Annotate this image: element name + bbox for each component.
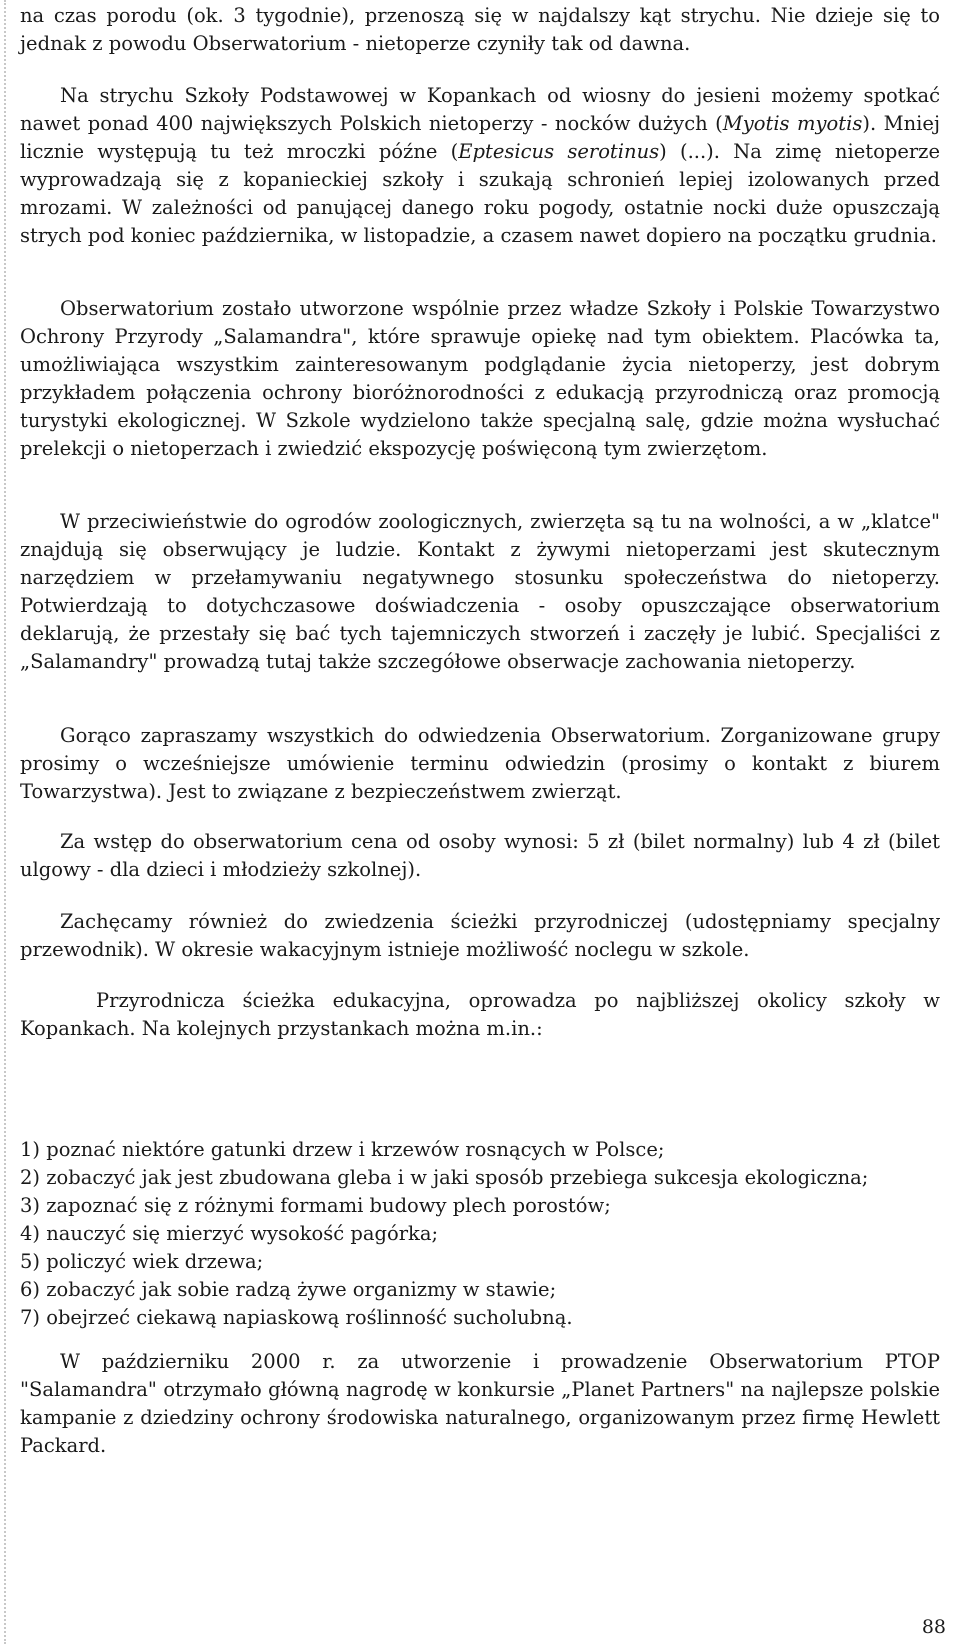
paragraph-observatory-founding (20, 295, 940, 463)
paragraph-continuation: na czas porodu (ok. 3 tygodnie), przenoszą się w najdalszy kąt strychu. Nie dzieje się to jednak z powodu Obserwatorium - nietoperze czyniły tak od dawna. (20, 4, 940, 55)
paragraph-award (20, 1348, 940, 1460)
paragraph-invitation (20, 722, 940, 806)
text-run: ) (...). Na zimę nietoperze wyprowadzają się z kopanieckiej szkoły i szukają schronień lepiej izolowanych przed mrozami. W zależności od panującej danego roku pogody, ostatnie nocki duże opuszczają strych pod koniec października, w listopadzie, a czasem nawet dopiero na początku grudnia. (20, 140, 940, 247)
text-run: Przyrodnicza ścieżka edukacyjna, oprowadza po najbliższej okolicy szkoły w Kopankach. Na kolejnych przystankach można m.in.: (20, 989, 940, 1040)
paragraph-freedom (20, 508, 940, 676)
page-edge-dotted-border (4, 0, 6, 1644)
paragraph-bats-attic (20, 82, 940, 250)
text-run: ). Mniej licznie występują tu też mroczki późne ( (20, 112, 941, 163)
text-run: Zachęcamy również do zwiedzenia ścieżki przyrodniczej (udostępniamy specjalny przewodnik). W okresie wakacyjnym istnieje możliwość noclegu w szkole. (20, 910, 940, 961)
list-item: 4) nauczyć się mierzyć wysokość pagórka; (20, 1222, 439, 1245)
page-number: 88 (921, 1616, 946, 1638)
paragraph-trail-description (20, 987, 940, 1043)
list-item: 3) zapoznać się z różnymi formami budowy plech porostów; (20, 1194, 611, 1217)
text-run: Obserwatorium zostało utworzone wspólnie przez władze Szkoły i Polskie Towarzystwo Ochrony Przyrody „Salamandra", które sprawuje opiekę nad tym obiektem. Placówka ta, umożliwiająca wszystkim zainteresowanym podglądanie życia nietoperzy, jest dobrym przykładem połączenia ochrony bioróżnorodności z edukacją przyrodniczą oraz promocją turystyki ekologicznej. W Szkole wydzielono także specjalną salę, gdzie można wysłuchać prelekcji o nietoperzach i zwiedzić ekspozycję poświęconą tym zwierzętom. (20, 297, 940, 460)
list-item: 1) poznać niektóre gatunki drzew i krzewów rosnących w Polsce; (20, 1138, 665, 1161)
text-run: W przeciwieństwie do ogrodów zoologicznych, zwierzęta są tu na wolności, a w „klatce" znajdują się obserwujący je ludzie. Kontakt z żywymi nietoperzami jest skutecznym narzędziem w przełamywaniu negatywnego stosunku społeczeństwa do nietoperzy. Potwierdzają to dotychczasowe doświadczenia - osoby opuszczające obserwatorium deklarują, że przestały się bać tych tajemniczych stworzeń i zaczęły je lubić. Specjaliści z „Salamandry" prowadzą tutaj także szczegółowe obserwacje zachowania nietoperzy. (20, 510, 940, 673)
list-item: 6) zobaczyć jak sobie radzą żywe organizmy w stawie; (20, 1278, 557, 1301)
list-item: 7) obejrzeć ciekawą napiaskową roślinność sucholubną. (20, 1306, 573, 1329)
text-run: Gorąco zapraszamy wszystkich do odwiedzenia Obserwatorium. Zorganizowane grupy prosimy o wcześniejsze umówienie terminu odwiedzin (prosimy o kontakt z biurem Towarzystwa). Jest to związane z bezpieczeństwem zwierząt. (20, 724, 940, 803)
latin-name-eptesicus: Eptesicus serotinus (458, 140, 660, 163)
text-run: Na strychu Szkoły Podstawowej w Kopankach od wiosny do jesieni możemy spotkać nawet ponad 400 największych Polskich nietoperzy - nocków dużych ( (20, 84, 940, 135)
latin-name-myotis: Myotis myotis (722, 112, 863, 135)
trail-stops-list (20, 1136, 868, 1332)
paragraph-ticket-prices (20, 828, 940, 884)
text-run: Za wstęp do obserwatorium cena od osoby wynosi: 5 zł (bilet normalny) lub 4 zł (bilet ulgowy - dla dzieci i młodzieży szkolnej). (20, 830, 940, 881)
text-run: W październiku 2000 r. za utworzenie i prowadzenie Obserwatorium PTOP "Salamandra" otrzymało główną nagrodę w konkursie „Planet Partners" na najlepsze polskie kampanie z dziedziny ochrony środowiska naturalnego, organizowanym przez firmę Hewlett Packard. (20, 1350, 940, 1457)
list-item: 2) zobaczyć jak jest zbudowana gleba i w jaki sposób przebiega sukcesja ekologiczna; (20, 1166, 869, 1189)
list-item: 5) policzyć wiek drzewa; (20, 1250, 264, 1273)
paragraph-nature-trail (20, 908, 940, 964)
